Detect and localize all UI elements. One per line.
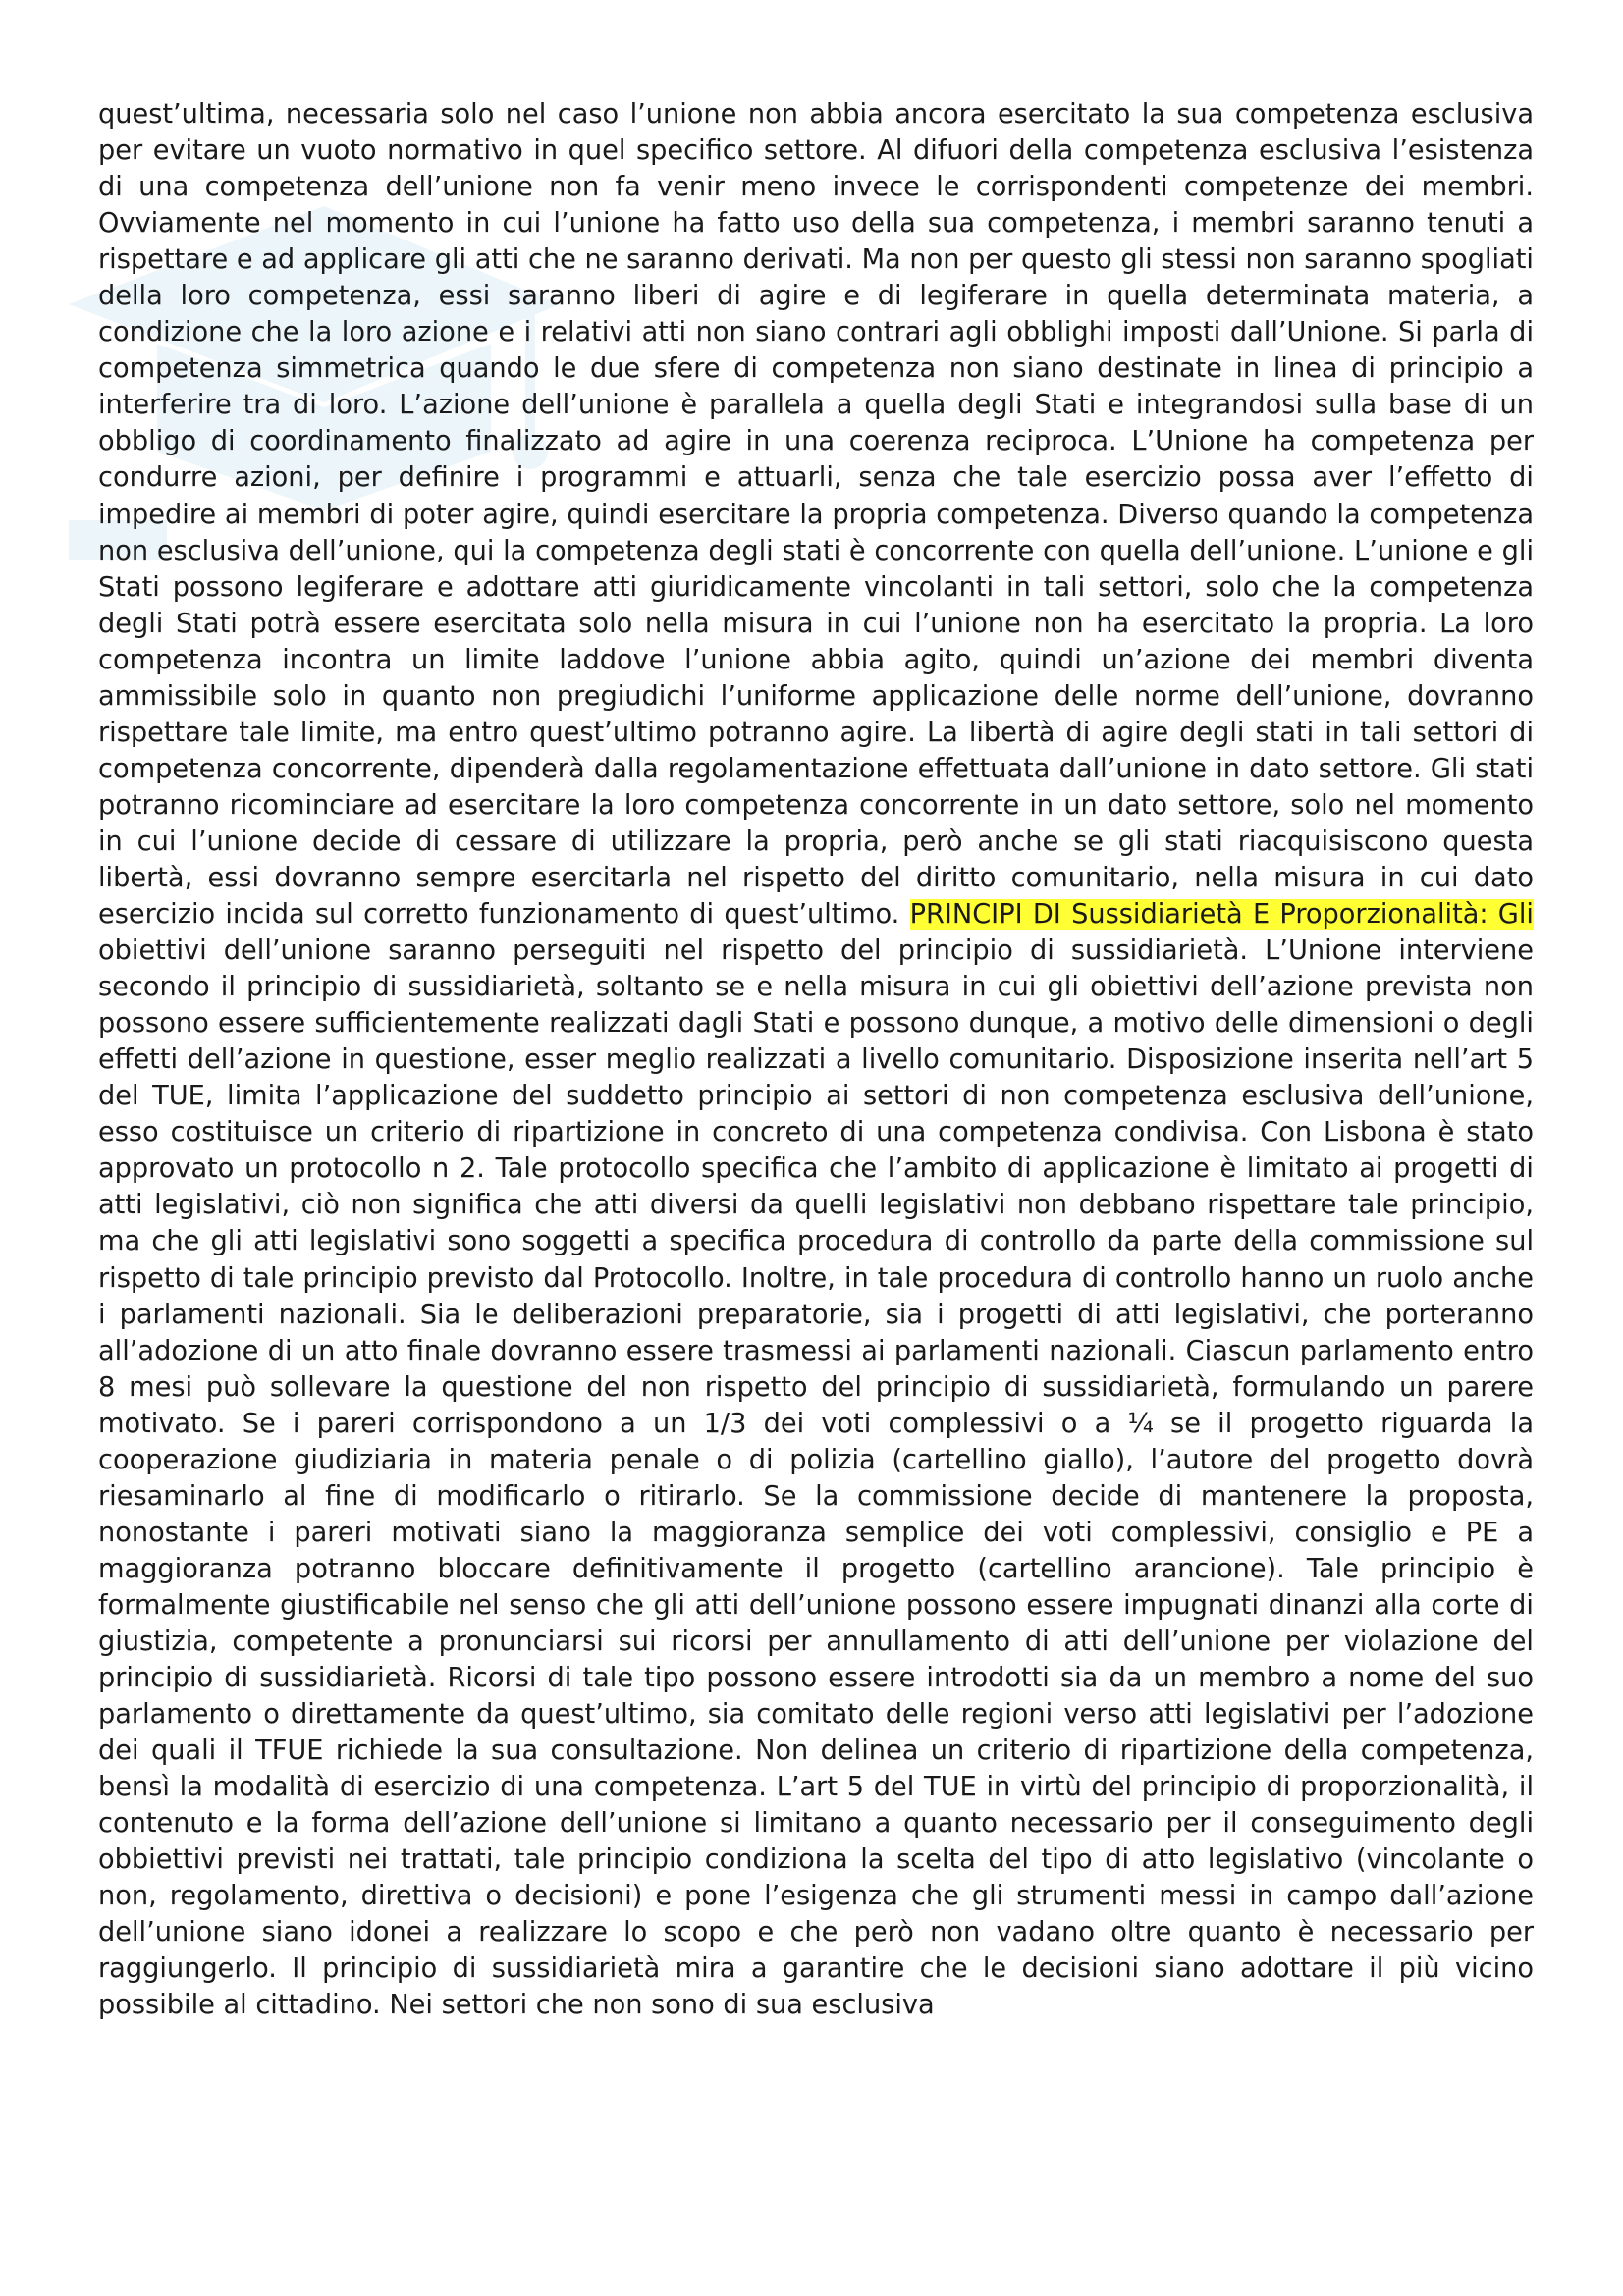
paragraph-text-before-highlight: quest’ultima, necessaria solo nel caso l’unione non abbia ancora esercitato la sua competenza esclusiva per evitare un vuoto normativo in quel specifico settore. Al difuori della competenza esclusiva l’esistenza di una competenza dell’unione non fa venir meno invece le corrispondenti competenze dei membri. Ovviamente nel momento in cui l’unione ha fatto uso della sua competenza, i membri saranno tenuti a rispettare e ad applicare gli atti che ne saranno derivati. Ma non per questo gli stessi non saranno spogliati della loro competenza, essi saranno liberi di agire e di legiferare in quella determinata materia, a condizione che la loro azione e i relativi atti non siano contrari agli obblighi imposti dall’Unione. Si parla di competenza simmetrica quando le due sfere di competenza non siano destinate in linea di principio a interferire tra di loro. L’azione dell’unione è parallela a quella degli Stati e integrandosi sulla base di un obbligo di coordinamento finalizzato ad agire in una coerenza reciproca. L’Unione ha competenza per condurre azioni, per definire i programmi e attuarli, senza che tale esercizio possa aver l’effetto di impedire ai membri di poter agire, quindi esercitare la propria competenza. Diverso quando la competenza non esclusiva dell’unione, qui la competenza degli stati è concorrente con quella dell’unione. L’unione e gli Stati possono legiferare e adottare atti giuridicamente vincolanti in tali settori, solo che la competenza degli Stati potrà essere esercitata solo nella misura in cui l’unione non ha esercitato la propria. La loro competenza incontra un limite laddove l’unione abbia agito, quindi un’azione dei membri diventa ammissibile solo in quanto non pregiudichi l’uniforme applicazione delle norme dell’unione, dovranno rispettare tale limite, ma entro quest’ultimo potranno agire. La libertà di agire degli stati in tali settori di competenza concorrente, dipenderà dalla regolamentazione effettuata dall’unione in dato settore. Gli stati potranno ricominciare ad esercitare la loro competenza concorrente in un dato settore, solo nel momento in cui l’unione decide di cessare di utilizzare la propria, però anche se gli stati riacquisiscono questa libertà, essi dovranno sempre esercitarla nel rispetto del diritto comunitario, nella misura in cui dato esercizio incida sul corretto funzionamento di quest’ultimo.	[98, 99, 1534, 931]
highlighted-section-heading: PRINCIPI DI Sussidiarietà E Proporzionalità: Gli	[909, 899, 1534, 931]
body-paragraph	[98, 96, 1534, 2023]
document-body	[98, 96, 1534, 2023]
paragraph-text-after-highlight: obiettivi dell’unione saranno perseguiti nel rispetto del principio di sussidiarietà. L’Unione interviene secondo il principio di sussidiarietà, soltanto se e nella misura in cui gli obiettivi dell’azione prevista non possono essere sufficientemente realizzati dagli Stati e possono dunque, a motivo delle dimensioni o degli effetti dell’azione in questione, esser meglio realizzati a livello comunitario. Disposizione inserita nell’art 5 del TUE, limita l’applicazione del suddetto principio ai settori di non competenza esclusiva dell’unione, esso costituisce un criterio di ripartizione in concreto di una competenza condivisa. Con Lisbona è stato approvato un protocollo n 2. Tale protocollo specifica che l’ambito di applicazione è limitato ai progetti di atti legislativi, ciò non significa che atti diversi da quelli legislativi non debbano rispettare tale principio, ma che gli atti legislativi sono soggetti a specifica procedura di controllo da parte della commissione sul rispetto di tale principio previsto dal Protocollo. Inoltre, in tale procedura di controllo hanno un ruolo anche i parlamenti nazionali. Sia le deliberazioni preparatorie, sia i progetti di atti legislativi, che porteranno all’adozione di un atto finale dovranno essere trasmessi ai parlamenti nazionali. Ciascun parlamento entro 8 mesi può sollevare la questione del non rispetto del principio di sussidiarietà, formulando un parere motivato. Se i pareri corrispondono a un 1/3 dei voti complessivi o a ¼ se il progetto riguarda la cooperazione giudiziaria in materia penale o di polizia (cartellino giallo), l’autore del progetto dovrà riesaminarlo al fine di modificarlo o ritirarlo. Se la commissione decide di mantenere la proposta, nonostante i pareri motivati siano la maggioranza semplice dei voti complessivi, consiglio e PE a maggioranza potranno bloccare definitivamente il progetto (cartellino arancione). Tale principio è formalmente giustificabile nel senso che gli atti dell’unione possono essere impugnati dinanzi alla corte di giustizia, competente a pronunciarsi sui ricorsi per annullamento di atti dell’unione per violazione del principio di sussidiarietà. Ricorsi di tale tipo possono essere introdotti sia da un membro a nome del suo parlamento o direttamente da quest’ultimo, sia comitato delle regioni verso atti legislativi per l’adozione dei quali il TFUE richiede la sua consultazione. Non delinea un criterio di ripartizione della competenza, bensì la modalità di esercizio di una competenza. L’art 5 del TUE in virtù del principio di proporzionalità, il contenuto e la forma dell’azione dell’unione si limitano a quanto necessario per il conseguimento degli obbiettivi previsti nei trattati, tale principio condiziona la scelta del tipo di atto legislativo (vincolante o non, regolamento, direttiva o decisioni) e pone l’esigenza che gli strumenti messi in campo dall’azione dell’unione siano idonei a realizzare lo scopo e che però non vadano oltre quanto è necessario per raggiungerlo. Il principio di sussidiarietà mira a garantire che le decisioni siano adottare il più vicino possibile al cittadino. Nei settori che non sono di sua esclusiva	[98, 935, 1534, 2021]
